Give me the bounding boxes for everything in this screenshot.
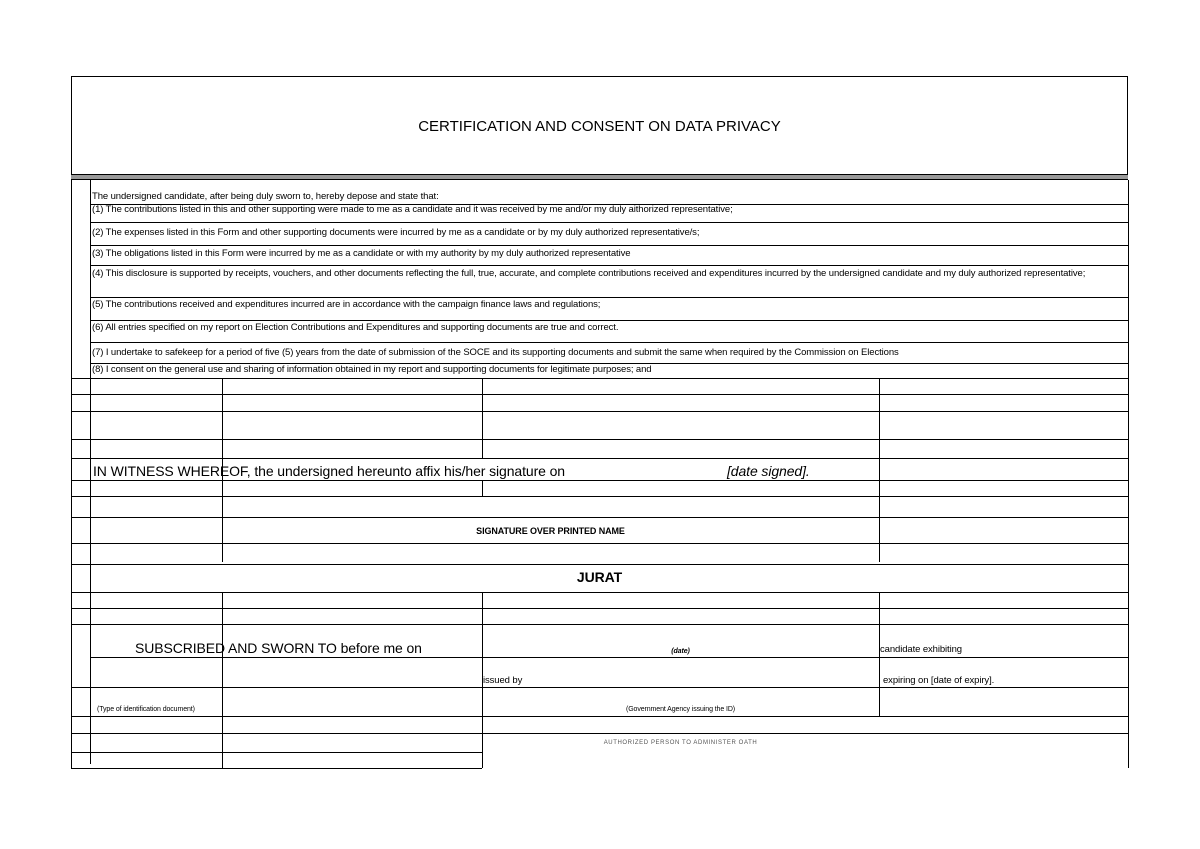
- row-line: [71, 687, 1128, 688]
- row-line: [71, 733, 1128, 734]
- issued-by-text: issued by: [483, 675, 523, 686]
- grid-col-c: [482, 378, 483, 458]
- witness-statement: IN WITNESS WHEREOF, the undersigned hereunto affix his/her signature on: [93, 463, 565, 479]
- row-line: [71, 592, 1128, 593]
- certification-item-2: (2) The expenses listed in this Form and other supporting documents were incurred by me as a candidate or by my duly authorized representative/s;: [92, 227, 700, 238]
- row-line: [71, 624, 1128, 625]
- row-line: [71, 458, 1128, 459]
- grid-col-c: [482, 480, 483, 496]
- signature-label: SIGNATURE OVER PRINTED NAME: [476, 526, 625, 536]
- grid-col-a: [90, 180, 91, 764]
- title-separator: [71, 174, 1128, 180]
- row-line: [71, 543, 1128, 544]
- row-line: [90, 657, 1128, 658]
- row-line: [71, 480, 1128, 481]
- row-line: [71, 496, 1128, 497]
- row-line: [71, 378, 1128, 379]
- row-line: [71, 564, 1128, 565]
- grid-col-d: [879, 378, 880, 562]
- certification-item-3: (3) The obligations listed in this Form were incurred by me as a candidate or with my authority by my duly authorized representative: [92, 248, 631, 259]
- subscribed-sworn-text: SUBSCRIBED AND SWORN TO before me on: [135, 640, 422, 656]
- date-signed-placeholder[interactable]: [date signed].: [727, 463, 810, 479]
- certification-item-5: (5) The contributions received and expenditures incurred are in accordance with the campaign finance laws and regulations;: [92, 299, 601, 310]
- certification-item-8: (8) I consent on the general use and sharing of information obtained in my report and supporting documents for legitimate purposes; and: [92, 364, 652, 375]
- id-type-label: (Type of identification document): [97, 706, 195, 713]
- data-privacy-form: [71, 76, 1129, 768]
- certification-item-1: (1) The contributions listed in this and other supporting were made to me as a candidate and it was received by me and/or my duly aithorized representative;: [92, 204, 733, 215]
- certification-item-4: (4) This disclosure is supported by receipts, vouchers, and other documents reflecting the full, true, accurate, and complete contributions received and expenditures incurred by the undersigned candidate and my duly authorized representative;: [92, 268, 1086, 279]
- row-line: [90, 342, 1128, 343]
- candidate-exhibiting-text: candidate exhibiting: [880, 644, 962, 655]
- form-title: CERTIFICATION AND CONSENT ON DATA PRIVACY: [418, 118, 781, 135]
- row-line: [90, 265, 1128, 266]
- certification-intro: The undersigned candidate, after being duly sworn to, hereby depose and state that:: [92, 191, 439, 202]
- jurat-title: JURAT: [576, 569, 623, 585]
- grid-right-border: [1128, 180, 1129, 768]
- row-line: [71, 608, 1128, 609]
- oath-date-label: (date): [671, 648, 690, 655]
- row-line: [71, 394, 1128, 395]
- row-line: [71, 517, 1128, 518]
- expiring-on-text: expiring on [date of expiry].: [883, 675, 995, 686]
- authorized-person-label: AUTHORIZED PERSON TO ADMINISTER OATH: [603, 740, 758, 746]
- row-line: [90, 320, 1128, 321]
- grid-left-border: [71, 180, 72, 768]
- row-line: [71, 439, 1128, 440]
- certification-item-7: (7) I undertake to safekeep for a period of five (5) years from the date of submission of the SOCE and its supporting documents and submit the same when required by the Commission on Elections: [92, 347, 899, 358]
- row-line: [71, 411, 1128, 412]
- row-line: [90, 297, 1128, 298]
- row-line: [90, 245, 1128, 246]
- grid-col-b: [222, 592, 223, 768]
- issuing-agency-label: (Government Agency issuing the ID): [625, 706, 736, 713]
- row-line: [71, 768, 482, 769]
- row-line: [71, 716, 1128, 717]
- certification-item-6: (6) All entries specified on my report on Election Contributions and Expenditures and supporting documents are true and correct.: [92, 322, 619, 333]
- row-line: [71, 752, 482, 753]
- row-line: [90, 222, 1128, 223]
